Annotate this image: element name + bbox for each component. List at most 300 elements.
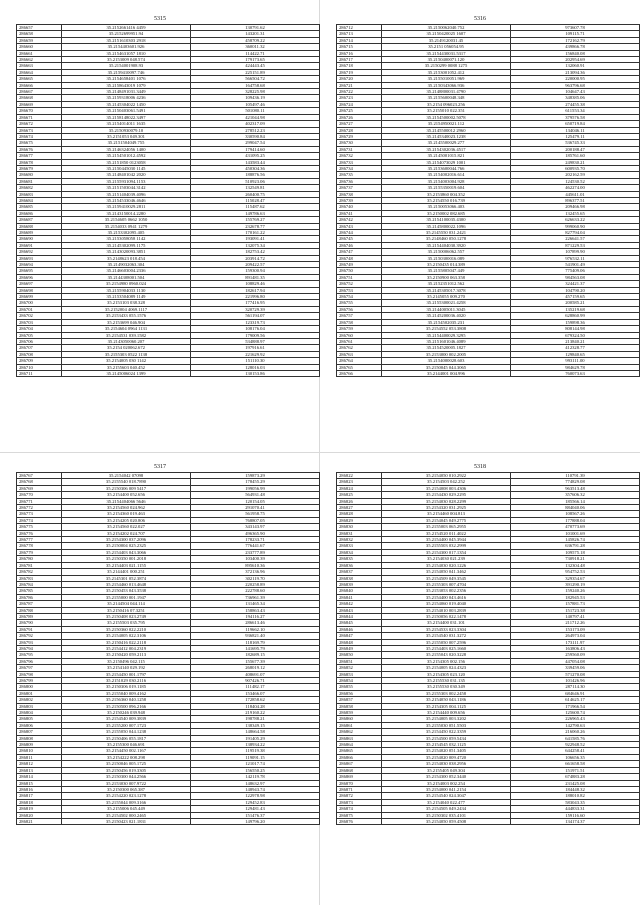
coordinate-cell: 35.2154202 024.707 (62, 530, 191, 536)
value-cell: 132455.65 (511, 210, 640, 216)
value-cell: 684646.91 (511, 690, 640, 696)
value-cell: 185761.60 (511, 153, 640, 159)
row-id-cell: 286661 (17, 50, 62, 56)
coordinate-cell: 35.2154003 002.254 (382, 780, 511, 786)
row-id-cell: 286838 (337, 575, 382, 581)
value-cell: 566504.72 (191, 76, 320, 82)
row-id-cell: 286859 (337, 710, 382, 716)
value-cell: 182689.15 (191, 652, 320, 658)
value-cell: 231425.08 (511, 780, 640, 786)
value-cell: 424443.45 (191, 63, 320, 69)
value-cell: 679324.50 (511, 332, 640, 338)
coordinate-cell: 35.2154030 038.2956 (382, 761, 511, 767)
coordinate-cell: 35.2150306 009 5417 (62, 485, 191, 491)
coordinate-cell: 35.2153504089 1149 (62, 294, 191, 300)
coordinate-cell: 35.2155050 007.2596 (382, 639, 511, 645)
coordinate-cell: 35.2155300021.4258 (382, 300, 511, 306)
coordinate-cell: 35.2154100035.4300 (382, 217, 511, 223)
row-id-cell: 286815 (17, 780, 62, 786)
coordinate-cell: 35.2146324056 1400 (62, 146, 191, 152)
value-cell: 496365.90 (191, 530, 320, 536)
value-cell: 447054.08 (511, 658, 640, 664)
value-cell: 274455.38 (511, 101, 640, 107)
coordinate-cell: 35.2154500002.5078 (382, 114, 511, 120)
row-id-cell: 286862 (337, 729, 382, 735)
value-cell: 132075.34 (191, 242, 320, 248)
coordinate-cell: 35.2154560 024.962 (62, 505, 191, 511)
coordinate-cell: 35.2155540 018.7890 (62, 479, 191, 485)
value-cell: 264973.04 (511, 633, 640, 639)
row-id-cell: 286821 (17, 818, 62, 824)
value-cell: 287114.30 (511, 684, 640, 690)
row-id-cell: 286791 (17, 626, 62, 632)
coordinate-cell: 35.2155006 045.449 (62, 806, 191, 812)
row-id-cell: 286697 (17, 281, 62, 287)
value-cell: 200585.21 (511, 300, 640, 306)
row-id-cell: 286768 (17, 479, 62, 485)
coordinate-cell: 35.2154302036.4517 (382, 146, 511, 152)
row-id-cell: 286700 (17, 300, 62, 306)
value-cell: 101426.96 (511, 678, 640, 684)
row-id-cell: 286724 (337, 101, 382, 107)
row-id-cell: 286771 (17, 498, 62, 504)
value-cell: 372136.96 (191, 569, 320, 575)
row-id-cell: 286727 (337, 121, 382, 127)
row-id-cell: 286772 (17, 505, 62, 511)
value-cell: 286613.46 (191, 620, 320, 626)
row-id-cell: 286809 (17, 742, 62, 748)
row-id-cell: 286741 (337, 210, 382, 216)
value-cell: 827794.04 (511, 230, 640, 236)
coordinate-cell: 35.2155805047.449 (382, 268, 511, 274)
value-cell: 457159.65 (511, 294, 640, 300)
row-id-cell: 286679 (17, 165, 62, 171)
value-cell: 501080.11 (191, 108, 320, 114)
coordinate-cell: 35.2154400 045.3944 (382, 537, 511, 543)
row-id-cell: 286790 (17, 620, 62, 626)
row-id-cell: 286696 (17, 274, 62, 280)
value-cell: 164758.68 (191, 82, 320, 88)
value-cell: 111482.17 (191, 684, 320, 690)
row-id-cell: 286688 (17, 223, 62, 229)
value-cell: 760073.63 (511, 370, 640, 376)
coordinate-cell: 35.2154305 023.120 (382, 671, 511, 677)
coordinate-cell: 35.2155010051.969 (382, 76, 511, 82)
value-cell: 153466.07 (191, 690, 320, 696)
coordinate-cell: 35.2154050 041.3462 (382, 569, 511, 575)
coordinate-cell: 35.2151053 049.301 (62, 133, 191, 139)
value-cell: 132060.91 (511, 63, 640, 69)
row-id-cell: 286749 (337, 262, 382, 268)
row-id-cell: 286852 (337, 665, 382, 671)
row-id-cell: 286677 (17, 153, 62, 159)
coordinate-cell: 35.2154505 049.2434 (382, 806, 511, 812)
row-id-cell: 286856 (337, 690, 382, 696)
coordinate-cell: 35.2152699951.94 (62, 31, 191, 37)
value-cell: 233777.89 (191, 549, 320, 555)
row-id-cell: 286798 (17, 671, 62, 677)
row-id-cell: 286701 (17, 306, 62, 312)
row-id-cell: 286659 (17, 37, 62, 43)
row-id-cell: 286720 (337, 76, 382, 82)
coordinate-cell: 35.2150416 022.2118 (62, 639, 191, 645)
row-id-cell: 286836 (337, 562, 382, 568)
coordinate-cell: 35.2145006024 1399 (62, 370, 191, 376)
coordinate-cell: 35.2151503044.3142 (62, 185, 191, 191)
coordinate-cell: 35.2154042 07098 (62, 473, 191, 479)
row-id-cell: 286705 (17, 332, 62, 338)
value-cell: 151476.37 (191, 812, 320, 818)
coordinate-cell: 35.2154531 039.1582 (62, 332, 191, 338)
value-cell: 774829.08 (511, 479, 640, 485)
value-cell: 226965.43 (511, 716, 640, 722)
coordinate-cell: 35.2145800022.1096 (382, 223, 511, 229)
coordinate-cell: 35.2150500 096.2166 (62, 703, 191, 709)
row-id-cell: 286690 (17, 236, 62, 242)
coordinate-cell: 35.2150302 035.4101 (382, 812, 511, 818)
row-id-cell: 286702 (17, 313, 62, 319)
row-id-cell: 286871 (337, 786, 382, 792)
row-id-cell: 286665 (17, 76, 62, 82)
row-id-cell: 286793 (17, 639, 62, 645)
value-cell: 159116.60 (511, 812, 640, 818)
data-table (336, 472, 640, 825)
coordinate-cell: 35.2146603004.2336 (62, 268, 191, 274)
row-id-cell: 286777 (17, 537, 62, 543)
row-id-cell: 286855 (337, 684, 382, 690)
value-cell: 222788.60 (191, 588, 320, 594)
value-cell: 105497.46 (191, 101, 320, 107)
value-cell: 155769.27 (191, 217, 320, 223)
row-id-cell: 286848 (337, 639, 382, 645)
row-id-cell: 286739 (337, 197, 382, 203)
row-id-cell: 286861 (337, 722, 382, 728)
value-cell: 182617.94 (191, 287, 320, 293)
row-id-cell: 286873 (337, 799, 382, 805)
value-cell: 182945.53 (511, 594, 640, 600)
coordinate-cell: 35.2154010 003.2839 (382, 607, 511, 613)
value-cell: 561958.75 (191, 511, 320, 517)
row-id-cell: 286840 (337, 588, 382, 594)
coordinate-cell: 35.2150408 023.2749 (62, 613, 191, 619)
value-cell: 120154.05 (191, 498, 320, 504)
coordinate-cell: 35.2154005 024.4323 (382, 665, 511, 671)
value-cell: 993111.00 (511, 358, 640, 364)
row-id-cell: 286719 (337, 69, 382, 75)
table-row (17, 818, 320, 824)
value-cell: 324421.37 (511, 281, 640, 287)
coordinate-cell: 35.2155030 051.5503 (382, 722, 511, 728)
value-cell: 421044.98 (191, 114, 320, 120)
row-id-cell: 286807 (17, 729, 62, 735)
value-cell: 209422.57 (191, 262, 320, 268)
coordinate-cell: 35.2153058058 1142 (62, 236, 191, 242)
coordinate-cell: 35.2154403 043.3066 (62, 549, 191, 555)
value-cell: 636791.28 (511, 543, 640, 549)
row-id-cell: 286759 (337, 326, 382, 332)
coordinate-cell: 35.2143050060.207 (62, 338, 191, 344)
row-id-cell: 286694 (17, 262, 62, 268)
row-id-cell: 286853 (337, 671, 382, 677)
value-cell: 278512.23 (191, 127, 320, 133)
value-cell: 104647.43 (511, 89, 640, 95)
coordinate-cell: 35.2154430031.5317 (382, 50, 511, 56)
row-id-cell: 286866 (337, 754, 382, 760)
coordinate-cell: 35.2154430 029.2295 (382, 492, 511, 498)
coordinate-cell: 35.2154073029 1001 (382, 159, 511, 165)
row-id-cell: 286849 (337, 645, 382, 651)
value-cell: 412328.77 (511, 345, 640, 351)
row-id-cell: 286684 (17, 197, 62, 203)
coordinate-cell: 35.2155303 0522 1138 (62, 351, 191, 357)
value-cell: 184448.32 (511, 786, 640, 792)
coordinate-cell: 35.2154 096023.256 (382, 101, 511, 107)
value-cell: 159873.29 (191, 473, 320, 479)
table-row (337, 370, 640, 376)
row-id-cell: 286799 (17, 678, 62, 684)
value-cell: 108829.46 (191, 281, 320, 287)
value-cell: 907426.71 (191, 678, 320, 684)
coordinate-cell: 35.2154540 031.3272 (382, 633, 511, 639)
value-cell: 119519.38 (191, 748, 320, 754)
value-cell: 302119.70 (191, 575, 320, 581)
value-cell: 103400.39 (191, 556, 320, 562)
row-id-cell: 286773 (17, 511, 62, 517)
value-cell: 158863.43 (191, 607, 320, 613)
coordinate-cell: 35.2155350019.604 (382, 185, 511, 191)
value-cell: 999060.90 (511, 223, 640, 229)
row-id-cell: 286721 (337, 82, 382, 88)
coordinate-cell: 35.2154050 043.1186 (382, 697, 511, 703)
row-id-cell: 286735 (337, 172, 382, 178)
coordinate-cell: 35.2154450 022.3359 (382, 729, 511, 735)
coordinate-cell: 35.2150306 019.1185 (62, 684, 191, 690)
coordinate-cell: 35.2145304022 1450 (62, 101, 191, 107)
row-id-cell: 286674 (17, 133, 62, 139)
value-cell: 226641.57 (511, 236, 640, 242)
row-id-cell: 286781 (17, 562, 62, 568)
coordinate-cell: 35.2150435 014.389 (382, 262, 511, 268)
row-id-cell: 286800 (17, 684, 62, 690)
row-id-cell: 286830 (337, 524, 382, 530)
coordinate-cell: 35.2155300 046.691 (62, 742, 191, 748)
row-id-cell: 286766 (337, 370, 382, 376)
value-cell: 177888.04 (511, 517, 640, 523)
coordinate-cell: 35.2154140 029.192 (62, 665, 191, 671)
row-id-cell: 286685 (17, 204, 62, 210)
row-id-cell: 286805 (17, 716, 62, 722)
coordinate-cell: 35.2155010 022.351 (382, 108, 511, 114)
coordinate-cell: 35.2154631057 1810 (62, 50, 191, 56)
row-id-cell: 286695 (17, 268, 62, 274)
coordinate-cell: 35.2153600044.766 (382, 165, 511, 171)
value-cell: 431095.25 (191, 153, 320, 159)
coordinate-cell: 35.2154300 052.3440 (382, 774, 511, 780)
coordinate-cell: 35.2154060 019.4040 (382, 601, 511, 607)
value-cell: 339459.06 (511, 665, 640, 671)
value-cell: 628860.99 (511, 313, 640, 319)
value-cell: 768807.05 (191, 517, 320, 523)
value-cell: 561194.07 (191, 313, 320, 319)
row-id-cell: 286872 (337, 793, 382, 799)
coordinate-cell: 35.2159318006 4236 (62, 95, 191, 101)
value-cell: 922948.52 (511, 742, 640, 748)
value-cell: 193091.41 (191, 236, 320, 242)
coordinate-cell: 35.2152661416 4459 (62, 25, 191, 31)
row-id-cell: 286745 (337, 236, 382, 242)
row-id-cell: 286787 (17, 601, 62, 607)
value-cell: 148943.74 (191, 786, 320, 792)
row-id-cell: 286789 (17, 613, 62, 619)
coordinate-cell: 35.2154 020062.672 (62, 345, 191, 351)
value-cell: 510923.06 (191, 178, 320, 184)
coordinate-cell: 35.2145550 031.2421 (382, 230, 511, 236)
row-id-cell: 286785 (17, 588, 62, 594)
value-cell: 391290.19 (511, 581, 640, 587)
row-id-cell: 286788 (17, 607, 62, 613)
value-cell: 221996.80 (191, 294, 320, 300)
coordinate-cell: 35.2150453 043.3538 (62, 588, 191, 594)
coordinate-cell: 35.2154050 059.4508 (382, 818, 511, 824)
coordinate-cell: 35.2144504 044.114 (62, 601, 191, 607)
value-cell: 320729.39 (191, 306, 320, 312)
row-id-cell: 286714 (337, 37, 382, 43)
row-id-cell: 286731 (337, 146, 382, 152)
coordinate-cell: 35.2154500 059.5434 (382, 735, 511, 741)
coordinate-cell: 35.2154030 028.2299 (382, 498, 511, 504)
coordinate-cell: 35.2154040 022.477 (382, 799, 511, 805)
row-id-cell: 286837 (337, 569, 382, 575)
coordinate-cell: 35.2154540 024.3047 (382, 793, 511, 799)
coordinate-cell: 35.2154300 017.1354 (382, 549, 511, 555)
coordinate-cell: 35.2154030 020.1226 (382, 562, 511, 568)
coordinate-cell: 35.2154360 019.463 (62, 511, 191, 517)
coordinate-cell: 35.2150056 022.1478 (382, 613, 511, 619)
coordinate-cell: 35.2143150014.2280 (62, 210, 191, 216)
coordinate-cell: 35.2150004 025.2325 (62, 543, 191, 549)
value-cell: 140797.41 (511, 613, 640, 619)
row-id-cell: 286786 (17, 594, 62, 600)
row-id-cell: 286682 (17, 185, 62, 191)
coordinate-cell: 35.2150420025 1607 (382, 31, 511, 37)
coordinate-cell: 35.2151850 0123058 (62, 159, 191, 165)
coordinate-cell: 35.2150343066.936 (382, 82, 511, 88)
coordinate-cell: 35.2150045 044.3065 (382, 364, 511, 370)
coordinate-cell: 35.2154533046.4646 (62, 197, 191, 203)
coordinate-cell: 35.2154002016.614 (382, 172, 511, 178)
row-id-cell: 286767 (17, 473, 62, 479)
coordinate-cell: 35.2148800031.4790 (382, 89, 511, 95)
row-id-cell: 286817 (17, 793, 62, 799)
coordinate-cell: 35.2145302099.1175 (62, 242, 191, 248)
coordinate-cell: 35.2154533 023.3304 (382, 626, 511, 632)
coordinate-cell: 35.2145500012 2960 (382, 127, 511, 133)
coordinate-cell: 35.2154222 008.298 (62, 754, 191, 760)
row-id-cell: 286774 (17, 517, 62, 523)
row-id-cell: 286765 (337, 364, 382, 370)
row-id-cell: 286752 (337, 281, 382, 287)
value-cell: 141695.79 (191, 645, 320, 651)
coordinate-cell: 35.2154045 049.2775 (382, 517, 511, 523)
coordinate-cell: 35.2150400071.120 (382, 57, 511, 63)
row-id-cell: 286658 (17, 31, 62, 37)
row-id-cell: 286716 (337, 50, 382, 56)
value-cell: 976532.11 (511, 255, 640, 261)
row-id-cell: 286660 (17, 44, 62, 50)
value-cell: 191405.29 (191, 735, 320, 741)
row-id-cell: 286832 (337, 537, 382, 543)
value-cell: 153173.09 (511, 626, 640, 632)
coordinate-cell: 35.2154305 004.1125 (382, 703, 511, 709)
coordinate-cell: 35.2153860 004.352 (382, 191, 511, 197)
row-id-cell: 286831 (337, 530, 382, 536)
coordinate-cell: 35.2155405 049.304 (382, 767, 511, 773)
value-cell: 895610.36 (191, 562, 320, 568)
value-cell: 203914.72 (191, 255, 320, 261)
coordinate-cell: 35.2154540 009.3839 (62, 716, 191, 722)
table-row (17, 370, 320, 376)
value-cell: 776441.67 (191, 543, 320, 549)
value-cell: 954752.53 (511, 569, 640, 575)
row-id-cell: 286756 (337, 306, 382, 312)
row-id-cell: 286742 (337, 217, 382, 223)
block-title: 5318 (474, 464, 486, 470)
value-cell: 299047.54 (191, 140, 320, 146)
coordinate-cell: 35.2154440 009.656 (382, 710, 511, 716)
row-id-cell: 286711 (17, 370, 62, 376)
coordinate-cell: 35.2154950021.112 (382, 121, 511, 127)
value-cell: 357606.32 (511, 492, 640, 498)
value-cell: 155677.39 (191, 658, 320, 664)
coordinate-cell: 35.2155931094.1153 (62, 178, 191, 184)
coordinate-cell: 35.2154403 021.1155 (62, 562, 191, 568)
coordinate-cell: 35.2154400 043.4616 (382, 594, 511, 600)
coordinate-cell: 35.2150360 022.2210 (62, 626, 191, 632)
coordinate-cell: 35.2148460 050.1278 (382, 236, 511, 242)
row-id-cell: 286663 (17, 63, 62, 69)
row-id-cell: 286839 (337, 581, 382, 587)
row-id-cell: 286851 (337, 658, 382, 664)
coordinate-cell: 35.2150246 039.948 (62, 710, 191, 716)
row-id-cell: 286718 (337, 63, 382, 69)
row-id-cell: 286657 (17, 25, 62, 31)
coordinate-cell: 35.2155603 040.452 (62, 364, 191, 370)
coordinate-cell: 35.2154305 002.156 (382, 658, 511, 664)
value-cell: 194116.27 (191, 613, 320, 619)
table-block-3 (16, 462, 304, 825)
value-cell: 963513.48 (511, 485, 640, 491)
coordinate-cell: 35.2154050 010.2922 (382, 473, 511, 479)
value-cell: 151110.30 (191, 358, 320, 364)
row-id-cell: 286758 (337, 319, 382, 325)
value-cell: 674883.28 (511, 774, 640, 780)
value-cell: 216060.26 (511, 729, 640, 735)
row-id-cell: 286715 (337, 44, 382, 50)
value-cell: 268019.12 (191, 665, 320, 671)
value-cell: 142119.78 (191, 774, 320, 780)
value-cell: 360011.32 (191, 44, 320, 50)
row-id-cell: 286730 (337, 140, 382, 146)
value-cell: 583043.35 (511, 799, 640, 805)
coordinate-cell: 35.2154545 032.1125 (382, 742, 511, 748)
coordinate-cell: 35.2144401 000.251 (62, 569, 191, 575)
row-id-cell: 286748 (337, 255, 382, 261)
coordinate-cell: 35.2151601046.4089 (382, 338, 511, 344)
row-id-cell: 286726 (337, 114, 382, 120)
row-id-cell: 286689 (17, 230, 62, 236)
row-id-cell: 286763 (337, 351, 382, 357)
value-cell: 134174.37 (511, 818, 640, 824)
